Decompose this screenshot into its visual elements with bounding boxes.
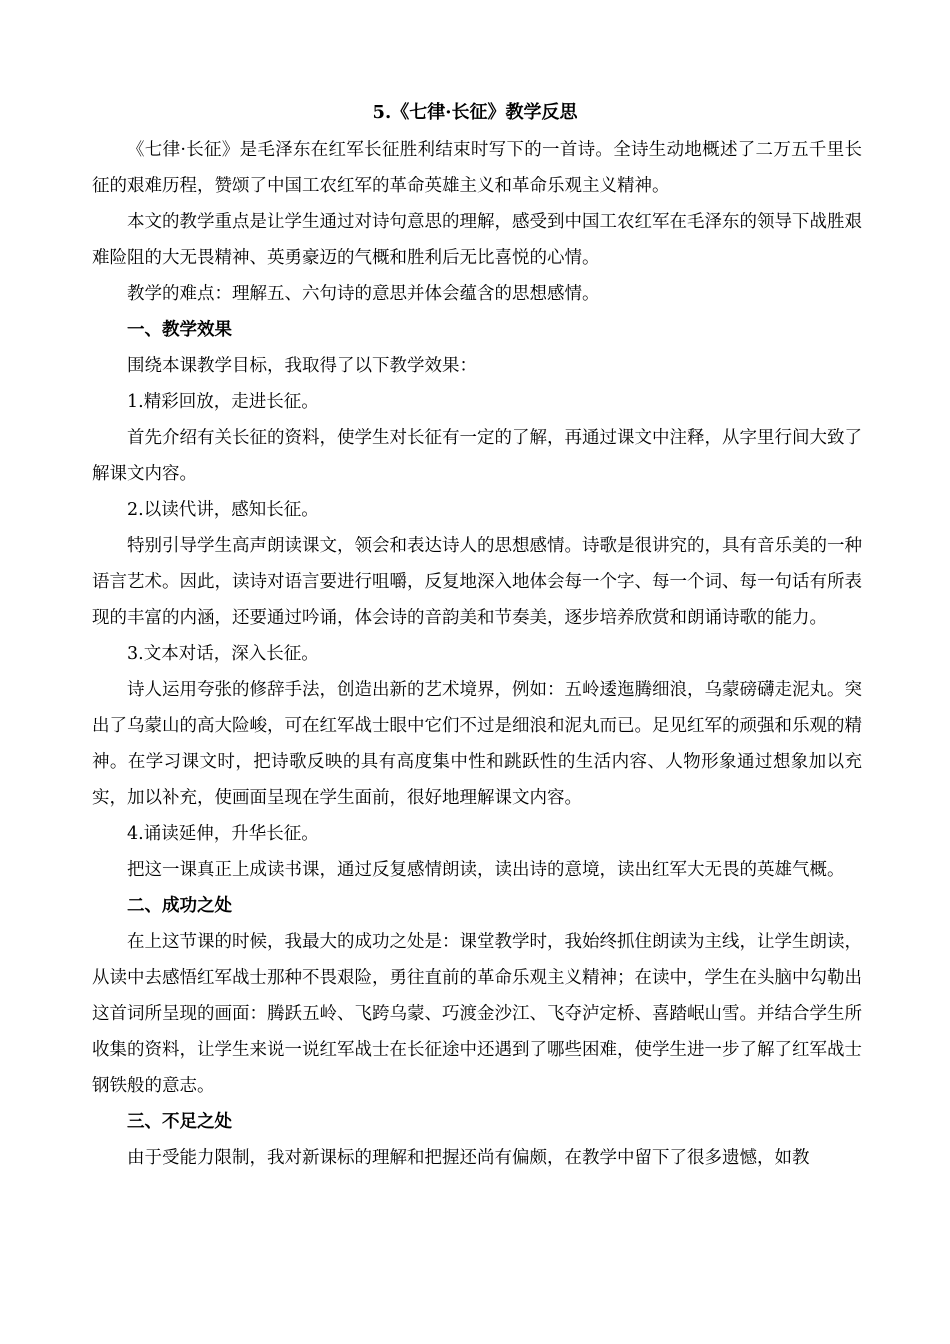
paragraph-item-2: 特别引导学生高声朗读课文，领会和表达诗人的思想感情。诗歌是很讲究的，具有音乐美的一种语言艺术。因此，读诗对语言要进行咀嚼，反复地深入地体会每一个字、每一个词、每一句话有所表现的丰富的内涵，还要通过吟诵，体会诗的音韵美和节奏美，逐步培养欣赏和朗诵诗歌的能力。 [92,536,862,628]
section-heading-success: 二、成功之处 [127,896,232,916]
paragraph-item-3: 诗人运用夸张的修辞手法，创造出新的艺术境界，例如：五岭逶迤腾细浪，乌蒙磅礴走泥丸。突出了乌蒙山的高大险峻，可在红军战士眼中它们不过是细浪和泥丸而已。足见红军的顽强和乐观的精神。在学习课文时，把诗歌反映的具有高度集中性和跳跃性的生活内容、人物形象通过想象加以充实，加以补充，使画面呈现在学生面前，很好地理解课文内容。 [92,680,862,808]
paragraph-success: 在上这节课的时候，我最大的成功之处是：课堂教学时，我始终抓住朗读为主线，让学生朗读，从读中去感悟红军战士那种不畏艰险，勇往直前的革命乐观主义精神；在读中，学生在头脑中勾勒出这首词所呈现的画面：腾跃五岭、飞跨乌蒙、巧渡金沙江、飞夺泸定桥、喜踏岷山雪。并结合学生所收集的资料，让学生来说一说红军战士在长征途中还遇到了哪些困难，使学生进一步了解了红军战士钢铁般的意志。 [92,932,862,1096]
paragraph-difficulty: 教学的难点：理解五、六句诗的意思并体会蕴含的思想感情。 [127,284,600,304]
list-item-1: 1.精彩回放，走进长征。 [127,392,319,412]
paragraph-item-1: 首先介绍有关长征的资料，使学生对长征有一定的了解，再通过课文中注释，从字里行间大致了解课文内容。 [92,428,862,484]
paragraph-item-4: 把这一课真正上成读书课，通过反复感情朗读，读出诗的意境，读出红军大无畏的英雄气概。 [127,860,845,880]
section-heading-shortcomings: 三、不足之处 [127,1112,232,1132]
document-title: 5.《七律·长征》教学反思 [372,102,578,123]
paragraph-focus: 本文的教学重点是让学生通过对诗句意思的理解，感受到中国工农红军在毛泽东的领导下战胜艰难险阻的大无畏精神、英勇豪迈的气概和胜利后无比喜悦的心情。 [92,212,862,268]
document-body [92,132,862,1176]
list-item-2: 2.以读代讲，感知长征。 [127,500,319,520]
paragraph-effects-intro: 围绕本课教学目标，我取得了以下教学效果： [127,356,477,376]
list-item-4: 4.诵读延伸，升华长征。 [127,824,319,844]
paragraph-intro: 《七律·长征》是毛泽东在红军长征胜利结束时写下的一首诗。全诗生动地概述了二万五千里长征的艰难历程，赞颂了中国工农红军的革命英雄主义和革命乐观主义精神。 [92,140,862,196]
paragraph-shortcomings: 由于受能力限制，我对新课标的理解和把握还尚有偏颇，在教学中留下了很多遗憾，如教 [127,1148,810,1168]
list-item-3: 3.文本对话，深入长征。 [127,644,319,664]
section-heading-effects: 一、教学效果 [127,320,232,340]
